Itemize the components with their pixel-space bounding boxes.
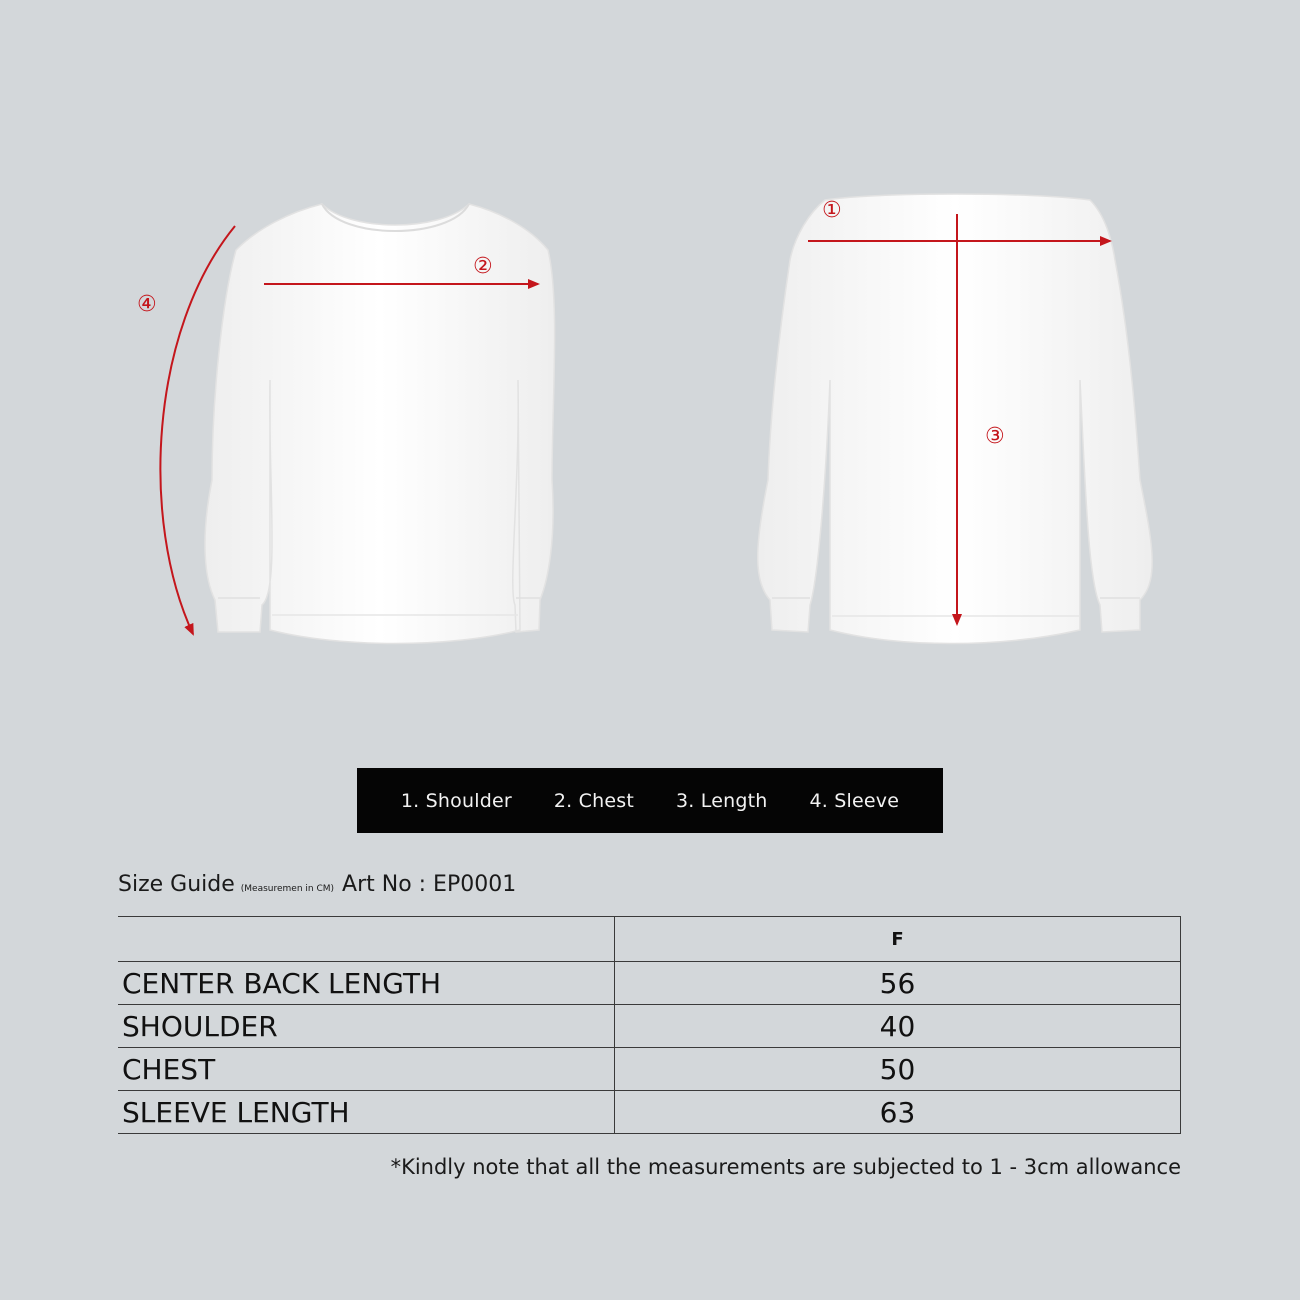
table-row: [118, 1048, 1181, 1091]
front-shirt-illustration: [205, 204, 555, 644]
art-number: Art No : EP0001: [342, 872, 517, 897]
table-row: [118, 1091, 1181, 1134]
row-value: 40: [615, 1005, 1181, 1048]
marker-2-label: ②: [473, 254, 493, 279]
legend-item-shoulder: 1. Shoulder: [400, 789, 512, 812]
marker-1-label: ①: [822, 198, 842, 223]
table-header-row: [118, 917, 1181, 962]
allowance-note: *Kindly note that all the measurements are subjected to 1 - 3cm allowance: [390, 1155, 1181, 1179]
size-table: [118, 916, 1181, 1134]
legend-item-length: 3. Length: [675, 789, 768, 812]
table-header-blank: [118, 917, 615, 962]
back-shirt-illustration: [758, 194, 1152, 644]
legend-item-sleeve: 4. Sleeve: [809, 789, 900, 812]
measurement-legend-bar: [357, 768, 943, 833]
row-value: 56: [615, 962, 1181, 1005]
row-label: SLEEVE LENGTH: [118, 1091, 615, 1134]
table-row: [118, 962, 1181, 1005]
marker-3-label: ③: [985, 424, 1005, 449]
size-guide-unit-note: (Measuremen in CM): [240, 884, 335, 894]
row-label: SHOULDER: [118, 1005, 615, 1048]
row-value: 63: [615, 1091, 1181, 1134]
size-guide-title: Size Guide: [118, 872, 235, 897]
legend-item-chest: 2. Chest: [553, 789, 634, 812]
row-value: 50: [615, 1048, 1181, 1091]
row-label: CENTER BACK LENGTH: [118, 962, 615, 1005]
table-row: [118, 1005, 1181, 1048]
table-header-size: F: [615, 917, 1181, 962]
row-label: CHEST: [118, 1048, 615, 1091]
marker-4-label: ④: [137, 292, 157, 317]
size-guide-header: [118, 872, 516, 897]
